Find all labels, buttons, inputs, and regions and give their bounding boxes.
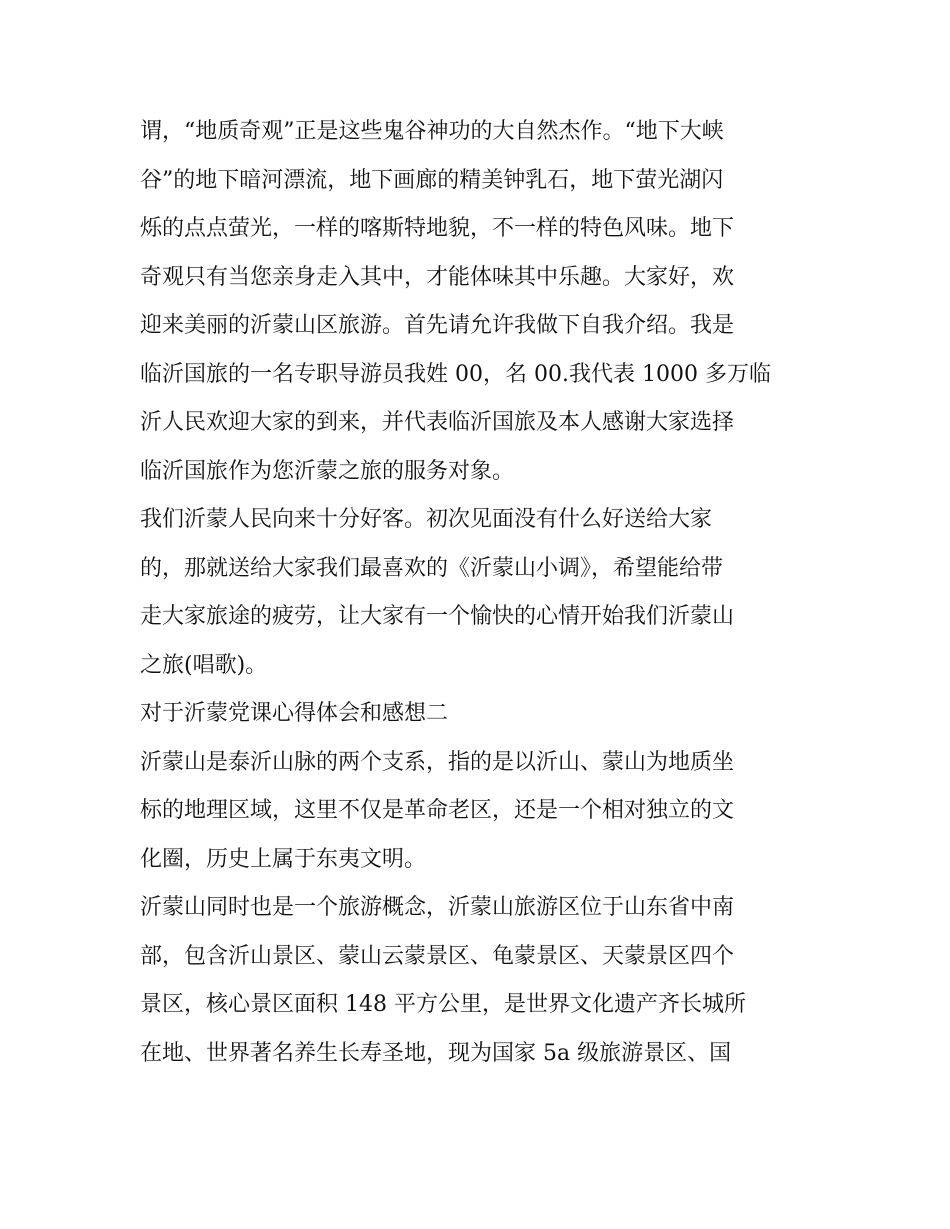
text-line: 烁的点点萤光，一样的喀斯特地貌，不一样的特色风味。地下 xyxy=(140,216,735,241)
text-line: 临沂国旅作为您沂蒙之旅的服务对象。 xyxy=(140,458,515,484)
text-line: 在地、世界著名养生长寿圣地，现为国家 5a 级旅游景区、国 xyxy=(140,1040,732,1066)
text-line: 谷”的地下暗河漂流，地下画廊的精美钟乳石，地下萤光湖闪 xyxy=(140,167,724,193)
text-line: 临沂国旅的一名专职导游员我姓 00，名 00.我代表 1000 多万临 xyxy=(140,361,771,387)
text-line: 沂蒙山同时也是一个旅游概念，沂蒙山旅游区位于山东省中南 xyxy=(140,895,735,920)
text-line: 我们沂蒙人民向来十分好客。初次见面没有什么好送给大家 xyxy=(140,507,713,532)
text-line: 之旅(唱歌)。 xyxy=(140,652,268,678)
text-line: 部，包含沂山景区、蒙山云蒙景区、龟蒙景区、天蒙景区四个 xyxy=(140,943,735,969)
text-line: 迎来美丽的沂蒙山区旅游。首先请允许我做下自我介绍。我是 xyxy=(140,313,735,338)
text-line: 沂人民欢迎大家的到来，并代表临沂国旅及本人感谢大家选择 xyxy=(140,410,735,435)
text-line: 化圈，历史上属于东夷文明。 xyxy=(140,846,427,872)
text-line: 的，那就送给大家我们最喜欢的《沂蒙山小调》，希望能给带 xyxy=(140,555,724,581)
text-line: 景区，核心景区面积 148 平方公里，是世界文化遗产齐长城所 xyxy=(140,992,746,1017)
section-heading: 对于沂蒙党课心得体会和感想二 xyxy=(140,701,449,726)
text-line: 标的地理区域，这里不仅是革命老区，还是一个相对独立的文 xyxy=(140,798,735,823)
text-line: 奇观只有当您亲身走入其中，才能体味其中乐趣。大家好，欢 xyxy=(140,264,735,290)
text-line: 沂蒙山是泰沂山脉的两个支系，指的是以沂山、蒙山为地质坐 xyxy=(140,749,735,775)
document-body xyxy=(140,108,820,1078)
text-line: 走大家旅途的疲劳，让大家有一个愉快的心情开始我们沂蒙山 xyxy=(140,604,735,629)
text-line: 谓，“地质奇观”正是这些鬼谷神功的大自然杰作。“地下大峡 xyxy=(140,119,724,144)
